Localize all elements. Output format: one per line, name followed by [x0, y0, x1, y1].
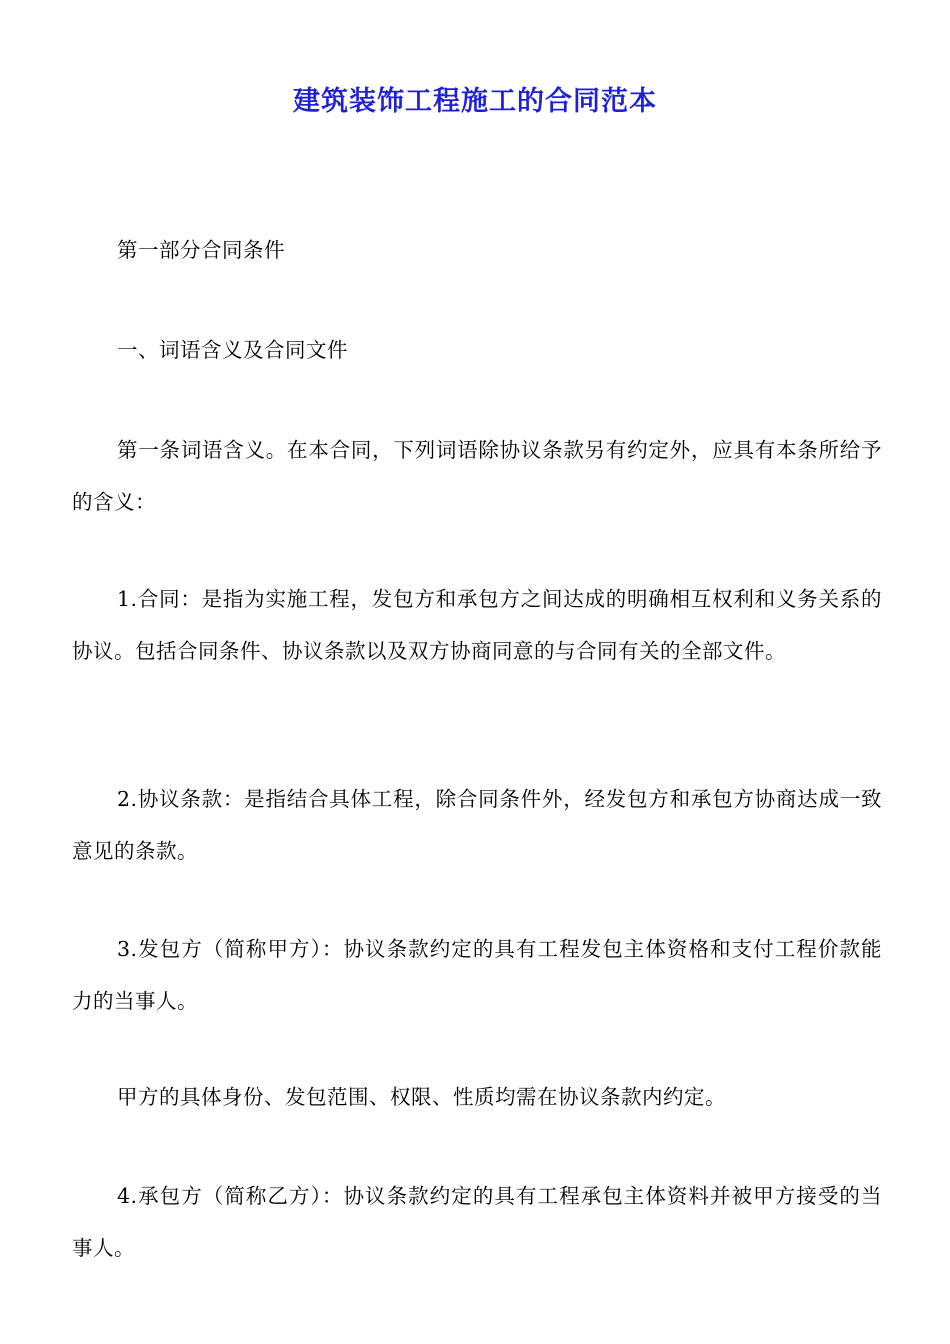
- definition-contractor: 4.承包方（简称乙方）：协议条款约定的具有工程承包主体资料并被甲方接受的当事人。: [72, 1184, 882, 1260]
- section-heading-terms: 一、词语含义及合同文件: [117, 338, 348, 362]
- definition-contract: 1.合同：是指为实施工程，发包方和承包方之间达成的明确相互权利和义务关系的协议。包括合同条件、协议条款以及双方协商同意的与合同有关的全部文件。: [72, 587, 882, 663]
- definition-employer: 3.发包方（简称甲方）：协议条款约定的具有工程发包主体资格和支付工程价款能力的当事人。: [72, 937, 882, 1013]
- page-title: 建筑装饰工程施工的合同范本: [293, 86, 657, 117]
- employer-scope-paragraph: 甲方的具体身份、发包范围、权限、性质均需在协议条款内约定。: [117, 1085, 726, 1109]
- definition-agreement-terms: 2.协议条款：是指结合具体工程，除合同条件外，经发包方和承包方协商达成一致意见的条款。: [72, 787, 882, 863]
- article-one-paragraph: 第一条词语含义。在本合同，下列词语除协议条款另有约定外，应具有本条所给予的含义：: [72, 438, 882, 514]
- section-heading-part-one: 第一部分合同条件: [117, 238, 285, 262]
